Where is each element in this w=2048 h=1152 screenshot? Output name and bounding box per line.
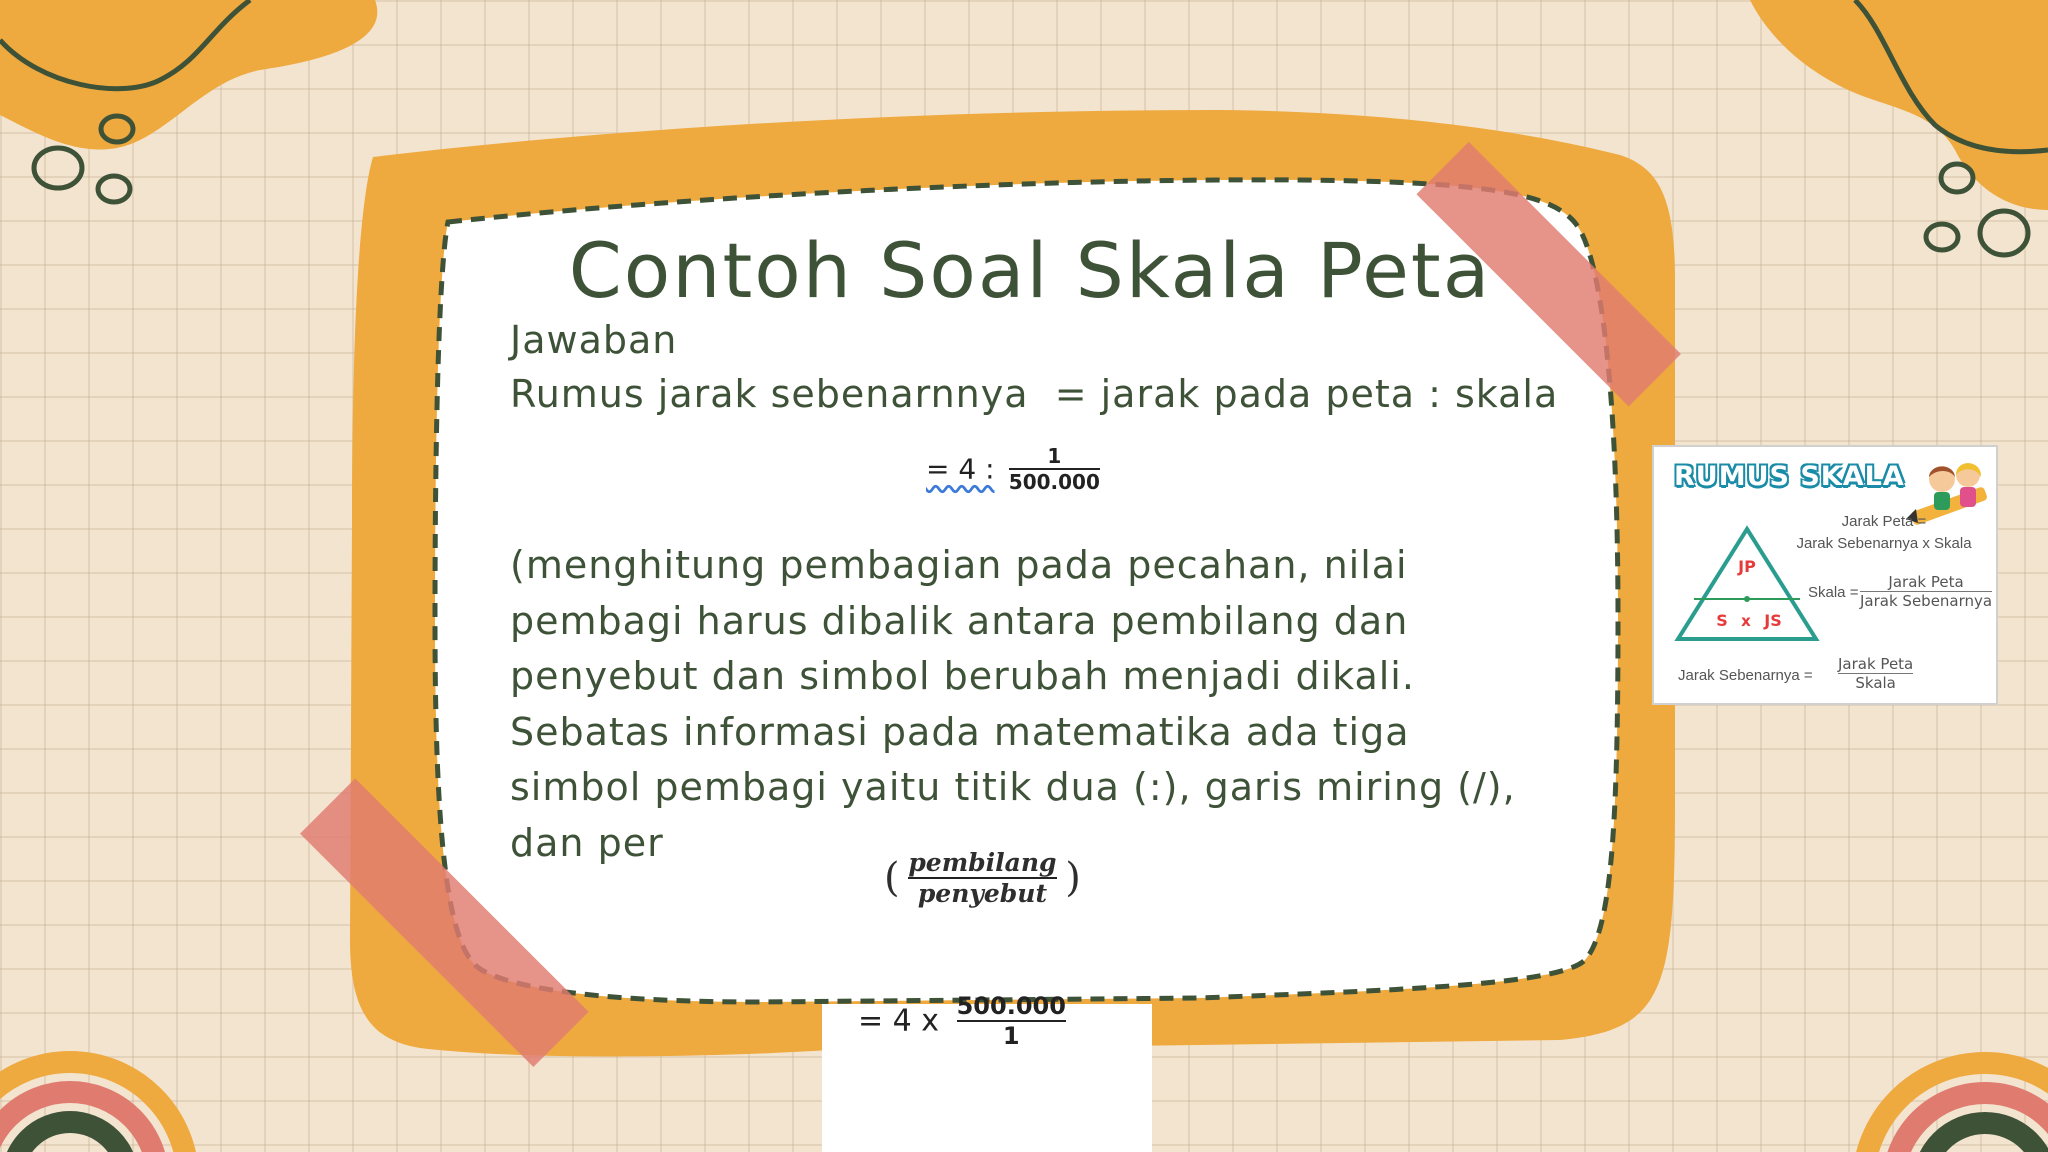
- fraction-denominator: 1: [1002, 1022, 1020, 1050]
- jp-formula-line2: Jarak Sebenarnya x Skala: [1796, 535, 1972, 552]
- paragraph-line: simbol pembagi yaitu titik dua (:), garis miring (/),: [510, 765, 1516, 809]
- fraction-denominator: 500.000: [1008, 470, 1100, 494]
- paragraph-line: (menghitung pembagian pada pecahan, nilai: [510, 543, 1408, 587]
- jawaban-label: Jawaban: [510, 318, 678, 362]
- fraction-numerator: Jarak Peta: [1838, 655, 1914, 673]
- paragraph-line: Sebatas informasi pada matematika ada tiga: [510, 709, 1410, 754]
- explanation-paragraph: [510, 538, 1516, 871]
- card-title: RUMUS SKALA: [1674, 461, 1905, 492]
- js-label: Jarak Sebenarnya =: [1678, 667, 1813, 684]
- triangle-js: JS: [1764, 611, 1782, 630]
- rainbow-bottom-left: [0, 1062, 188, 1152]
- bubble-5: [1926, 224, 1958, 250]
- bubble-2: [34, 148, 82, 188]
- fraction-numerator: Jarak Peta: [1888, 573, 1964, 591]
- equation-multiply: [858, 992, 1066, 1050]
- js-fraction: [1838, 655, 1913, 692]
- fraction-denominator: Jarak Sebenarnya: [1860, 592, 1993, 610]
- close-paren: ): [1065, 855, 1081, 901]
- rumus-skala-card: [1652, 445, 1998, 705]
- skala-fraction: [1860, 573, 1992, 610]
- bubble-3: [98, 176, 130, 202]
- bubble-4: [1941, 164, 1973, 192]
- fraction-numerator: 500.000: [956, 992, 1066, 1020]
- equation-divide-fraction: [1009, 444, 1100, 494]
- jp-formula-line1: Jarak Peta =: [1841, 513, 1927, 530]
- per-fraction: [884, 848, 1081, 908]
- top-right-blob: [1750, 0, 2048, 210]
- triangle-times: x: [1741, 612, 1751, 630]
- slide-title: Contoh Soal Skala Peta: [568, 226, 1492, 315]
- equation-multiply-lead: = 4 x: [858, 1003, 940, 1039]
- fraction-denominator: penyebut: [917, 879, 1048, 908]
- per-fraction-body: [908, 848, 1056, 908]
- fraction-numerator: 1: [1047, 444, 1062, 468]
- triangle-jp: JP: [1738, 557, 1756, 576]
- skala-fraction-body: [1860, 573, 1992, 610]
- paragraph-line: dan per: [510, 820, 664, 865]
- equation-divide-lead: = 4 :: [926, 452, 995, 486]
- triangle-s: S: [1716, 611, 1728, 630]
- equation-multiply-fraction: [957, 992, 1066, 1050]
- rainbow-bottom-right: [1863, 1063, 2048, 1152]
- fraction-denominator: Skala: [1855, 674, 1896, 692]
- paragraph-line: penyebut dan simbol berubah menjadi dikali.: [510, 654, 1415, 698]
- js-fraction-body: [1838, 655, 1913, 692]
- equation-divide: [926, 444, 1100, 494]
- bubble-6: [1980, 211, 2028, 255]
- open-paren: (: [884, 855, 900, 901]
- skala-label: Skala =: [1808, 584, 1859, 601]
- rumus-line: Rumus jarak sebenarnnya = jarak pada peta : skala: [510, 372, 1559, 416]
- paragraph-line: pembagi harus dibalik antara pembilang dan: [510, 598, 1409, 643]
- fraction-numerator: pembilang: [908, 848, 1057, 877]
